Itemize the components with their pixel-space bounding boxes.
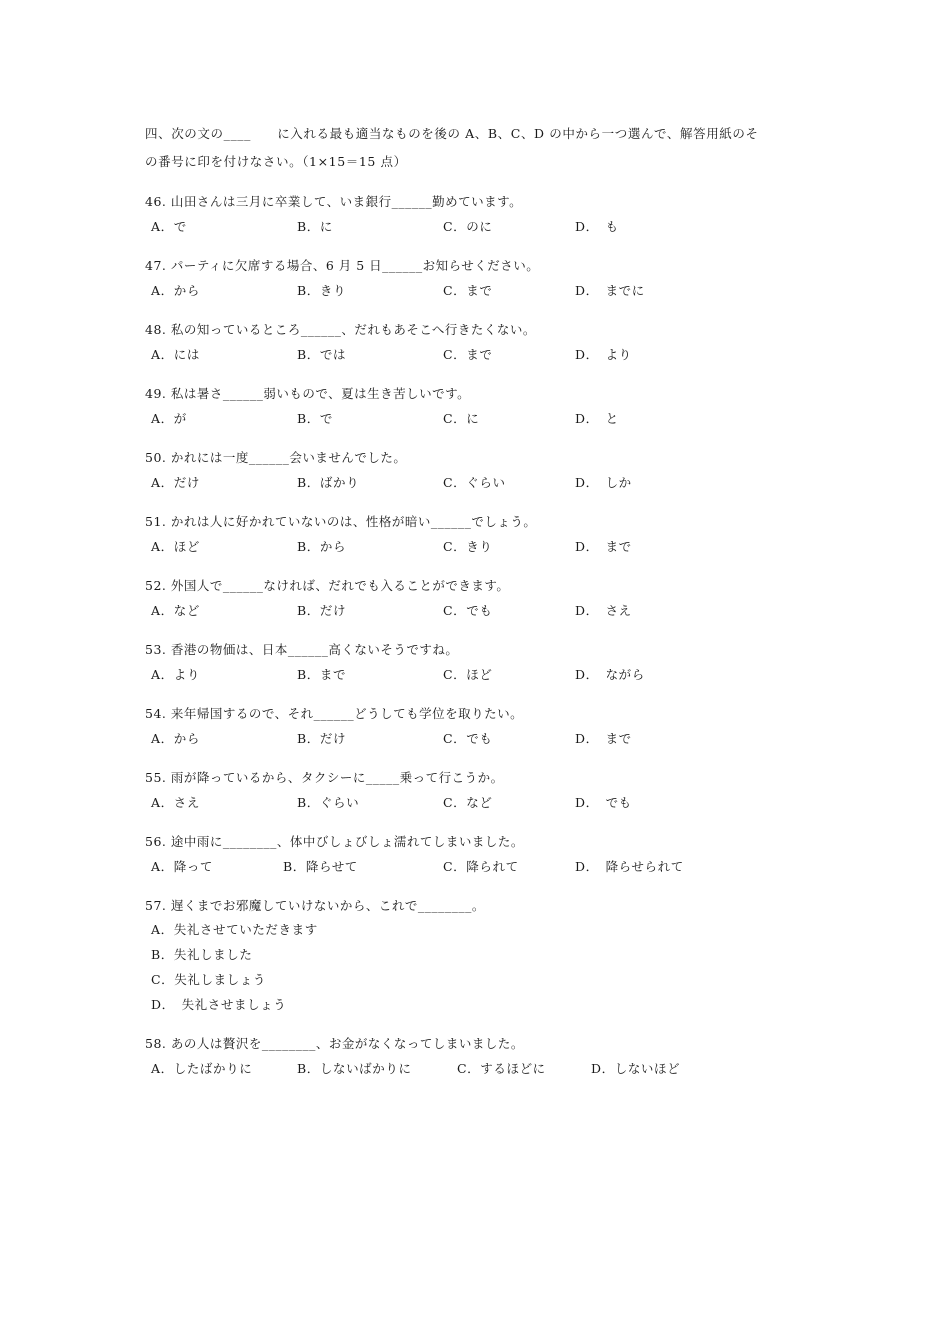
answer-option-d: D．しないほど bbox=[591, 1061, 681, 1076]
instructions-line-1: 四、次の文の____ に入れる最も適当なものを後の A、B、C、D の中から一つ選んで、解答用紙のそ bbox=[145, 126, 759, 141]
answer-option-d: D． ながら bbox=[575, 667, 645, 682]
question-stem: 54. 来年帰国するので、それ______どうしても学位を取りたい。 bbox=[145, 706, 524, 721]
question-49 bbox=[145, 384, 815, 430]
instructions-line-2: の番号に印を付けなさい。（1×15＝15 点） bbox=[145, 154, 407, 169]
answer-option-a: A．には bbox=[151, 347, 200, 362]
answer-option-a: A．ほど bbox=[151, 539, 200, 554]
question-stem: 52. 外国人で______なければ、だれでも入ることができます。 bbox=[145, 578, 510, 593]
answer-option-c: C．ぐらい bbox=[443, 475, 506, 490]
answer-option-b: B．ばかり bbox=[297, 475, 360, 490]
question-stem: 49. 私は暑さ______弱いもので、夏は生き苦しいです。 bbox=[145, 386, 471, 401]
answer-options bbox=[145, 472, 815, 494]
answer-options bbox=[145, 1058, 815, 1080]
answer-option-b: B．まで bbox=[297, 667, 347, 682]
question-stem: 58. あの人は贅沢を________、お金がなくなってしまいました。 bbox=[145, 1036, 524, 1051]
answer-option-c: C．するほどに bbox=[457, 1061, 546, 1076]
instructions bbox=[145, 120, 815, 176]
question-53 bbox=[145, 640, 815, 686]
question-52 bbox=[145, 576, 815, 622]
answer-option-d: D． さえ bbox=[575, 603, 632, 618]
answer-option-d: D． まで bbox=[575, 731, 632, 746]
question-stem: 48. 私の知っているところ______、だれもあそこへ行きたくない。 bbox=[145, 322, 536, 337]
answer-option-d: D． まで bbox=[575, 539, 632, 554]
answer-option-c: C．のに bbox=[443, 219, 493, 234]
question-stem: 53. 香港の物価は、日本______高くないそうですね。 bbox=[145, 642, 459, 657]
answer-option-b: B．失礼しました bbox=[151, 947, 253, 962]
answer-option-c: C．まで bbox=[443, 283, 493, 298]
answer-options bbox=[145, 536, 815, 558]
question-stem: 46. 山田さんは三月に卒業して、いま銀行______勤めています。 bbox=[145, 194, 523, 209]
answer-option-c: C．など bbox=[443, 795, 493, 810]
answer-option-a: A．など bbox=[151, 603, 200, 618]
answer-option-c: C．きり bbox=[443, 539, 493, 554]
question-stem: 51. かれは人に好かれていないのは、性格が暗い______でしょう。 bbox=[145, 514, 537, 529]
question-47 bbox=[145, 256, 815, 302]
answer-option-a: A．だけ bbox=[151, 475, 200, 490]
answer-option-d: D． 失礼させましょう bbox=[151, 997, 287, 1012]
answer-option-c: C．に bbox=[443, 411, 480, 426]
answer-option-a: A．より bbox=[151, 667, 200, 682]
answer-option-c: C．でも bbox=[443, 603, 493, 618]
answer-options bbox=[145, 664, 815, 686]
question-stem: 50. かれには一度______会いませんでした。 bbox=[145, 450, 407, 465]
answer-options bbox=[145, 728, 815, 750]
question-56 bbox=[145, 832, 815, 878]
question-50 bbox=[145, 448, 815, 494]
answer-option-c: C．でも bbox=[443, 731, 493, 746]
answer-options bbox=[145, 856, 815, 878]
answer-option-b: B．降らせて bbox=[283, 859, 358, 874]
answer-option-b: B．で bbox=[297, 411, 333, 426]
question-58 bbox=[145, 1034, 815, 1080]
answer-option-d: D． と bbox=[575, 411, 619, 426]
answer-option-a: A．で bbox=[151, 219, 187, 234]
document-page bbox=[145, 120, 815, 1080]
answer-option-d: D． までに bbox=[575, 283, 645, 298]
answer-option-d: D． も bbox=[575, 219, 619, 234]
question-46 bbox=[145, 192, 815, 238]
question-48 bbox=[145, 320, 815, 366]
answer-option-b: B．だけ bbox=[297, 603, 347, 618]
answer-option-a: A．から bbox=[151, 731, 200, 746]
answer-option-d: D． より bbox=[575, 347, 632, 362]
answer-option-c: C．失礼しましょう bbox=[151, 972, 266, 987]
answer-option-b: B．に bbox=[297, 219, 333, 234]
answer-options bbox=[145, 280, 815, 302]
question-stem: 55. 雨が降っているから、タクシーに_____乗って行こうか。 bbox=[145, 770, 504, 785]
question-stem: 47. パーティに欠席する場合、6 月 5 日______お知らせください。 bbox=[145, 258, 540, 273]
question-list bbox=[145, 192, 815, 1080]
answer-option-a: A．から bbox=[151, 283, 200, 298]
question-54 bbox=[145, 704, 815, 750]
answer-option-b: B．きり bbox=[297, 283, 347, 298]
answer-option-a: A．したばかりに bbox=[151, 1061, 253, 1076]
answer-options bbox=[145, 344, 815, 366]
answer-options bbox=[145, 792, 815, 814]
question-55 bbox=[145, 768, 815, 814]
answer-option-a: A．さえ bbox=[151, 795, 200, 810]
question-51 bbox=[145, 512, 815, 558]
answer-option-c: C．降られて bbox=[443, 859, 519, 874]
answer-option-b: B．だけ bbox=[297, 731, 347, 746]
answer-option-b: B．ぐらい bbox=[297, 795, 360, 810]
question-stem: 57. 遅くまでお邪魔していけないから、これで________。 bbox=[145, 898, 485, 913]
answer-options bbox=[145, 408, 815, 430]
answer-option-c: C．ほど bbox=[443, 667, 493, 682]
answer-options bbox=[145, 216, 815, 238]
answer-option-c: C．まで bbox=[443, 347, 493, 362]
answer-option-a: A．失礼させていただきます bbox=[151, 922, 318, 937]
answer-options bbox=[145, 600, 815, 622]
answer-option-d: D． 降らせられて bbox=[575, 859, 684, 874]
answer-option-a: A．降って bbox=[151, 859, 214, 874]
question-stem: 56. 途中雨に________、体中びしょびしょ濡れてしまいました。 bbox=[145, 834, 524, 849]
answer-option-a: A．が bbox=[151, 411, 187, 426]
answer-option-b: B．しないばかりに bbox=[297, 1061, 412, 1076]
answer-option-b: B．では bbox=[297, 347, 347, 362]
question-57 bbox=[145, 896, 815, 1016]
answer-option-d: D． しか bbox=[575, 475, 632, 490]
answer-option-d: D． でも bbox=[575, 795, 632, 810]
answer-option-b: B．から bbox=[297, 539, 347, 554]
